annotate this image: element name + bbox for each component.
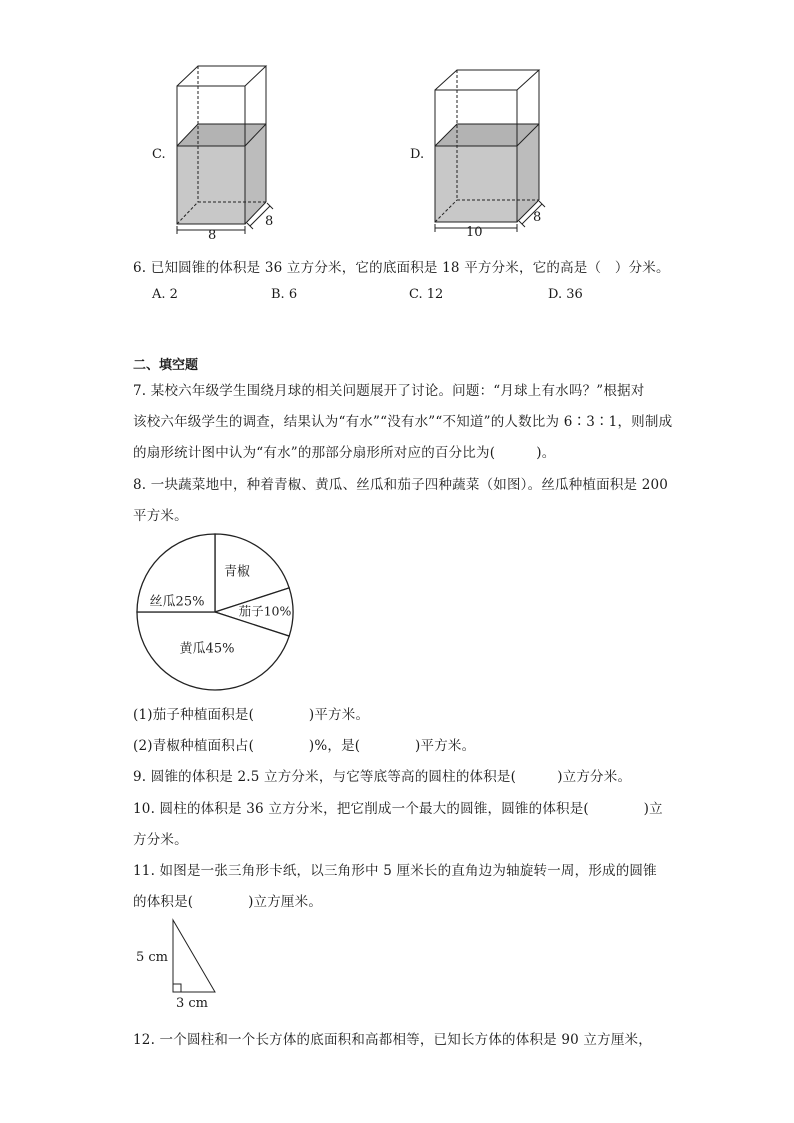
q6-option-d: D. 36 xyxy=(548,287,583,302)
q8-sub-2: (2)青椒种植面积占( )%，是( )平方米。 xyxy=(133,738,476,754)
option-c-figure xyxy=(170,62,280,242)
option-d-label: D. xyxy=(410,147,425,162)
q11-line-1: 11. 如图是一张三角形卡纸，以三角形中 5 厘米长的直角边为轴旋转一周，形成的圆锥 xyxy=(133,863,657,879)
q8-line-1: 8. 一块蔬菜地中，种着青椒、黄瓜、丝瓜和茄子四种蔬菜（如图）。丝瓜种植面积是 200 xyxy=(133,477,669,493)
section-title: 二、填空题 xyxy=(133,358,199,373)
option-c-side-dimension: 8 xyxy=(265,214,274,229)
option-d-side-dimension: 8 xyxy=(533,210,542,225)
q11-line-2: 的体积是( )立方厘米。 xyxy=(133,894,323,910)
triangle-vertical-label: 5 cm xyxy=(136,950,169,965)
q7-line-2: 该校六年级学生的调查，结果认为“有水”“没有水”“不知道”的人数比为 6∶3∶1，则制成 xyxy=(133,414,673,430)
triangle-horizontal-label: 3 cm xyxy=(176,996,209,1011)
q8-line-2: 平方米。 xyxy=(133,508,188,524)
pie-label-4: 丝瓜25% xyxy=(149,594,205,610)
option-c-bottom-dimension: 8 xyxy=(208,228,217,243)
pie-label-2: 茄子10% xyxy=(238,603,292,619)
q6-option-b: B. 6 xyxy=(271,287,298,302)
q7-line-1: 7. 某校六年级学生围绕月球的相关问题展开了讨论。问题：“月球上有水吗？”根据对 xyxy=(133,383,645,399)
q10-line-1: 10. 圆柱的体积是 36 立方分米，把它削成一个最大的圆锥，圆锥的体积是( )立 xyxy=(133,801,663,817)
q10-line-2: 方分米。 xyxy=(133,832,188,848)
q9-text: 9. 圆锥的体积是 2.5 立方分米，与它等底等高的圆柱的体积是( )立方分米。 xyxy=(133,769,632,785)
q6-option-c: C. 12 xyxy=(409,287,444,302)
pie-label-1: 青椒 xyxy=(223,564,251,580)
pie-label-3: 黄瓜45% xyxy=(179,641,235,657)
q6-option-a: A. 2 xyxy=(152,287,178,302)
vegetable-pie-chart xyxy=(130,527,300,697)
q12-text: 12. 一个圆柱和一个长方体的底面积和高都相等，已知长方体的体积是 90 立方厘米， xyxy=(133,1032,652,1048)
q8-sub-1: (1)茄子种植面积是( )平方米。 xyxy=(133,707,370,723)
option-d-bottom-dimension: 10 xyxy=(466,225,483,240)
right-triangle-figure xyxy=(168,918,224,998)
option-c-label: C. xyxy=(152,147,166,162)
q7-line-3: 的扇形统计图中认为“有水”的那部分扇形所对应的百分比为( )。 xyxy=(133,445,556,461)
q6-text: 6. 已知圆锥的体积是 36 立方分米，它的底面积是 18 平方分米，它的高是（ ）分米。 xyxy=(133,260,670,276)
